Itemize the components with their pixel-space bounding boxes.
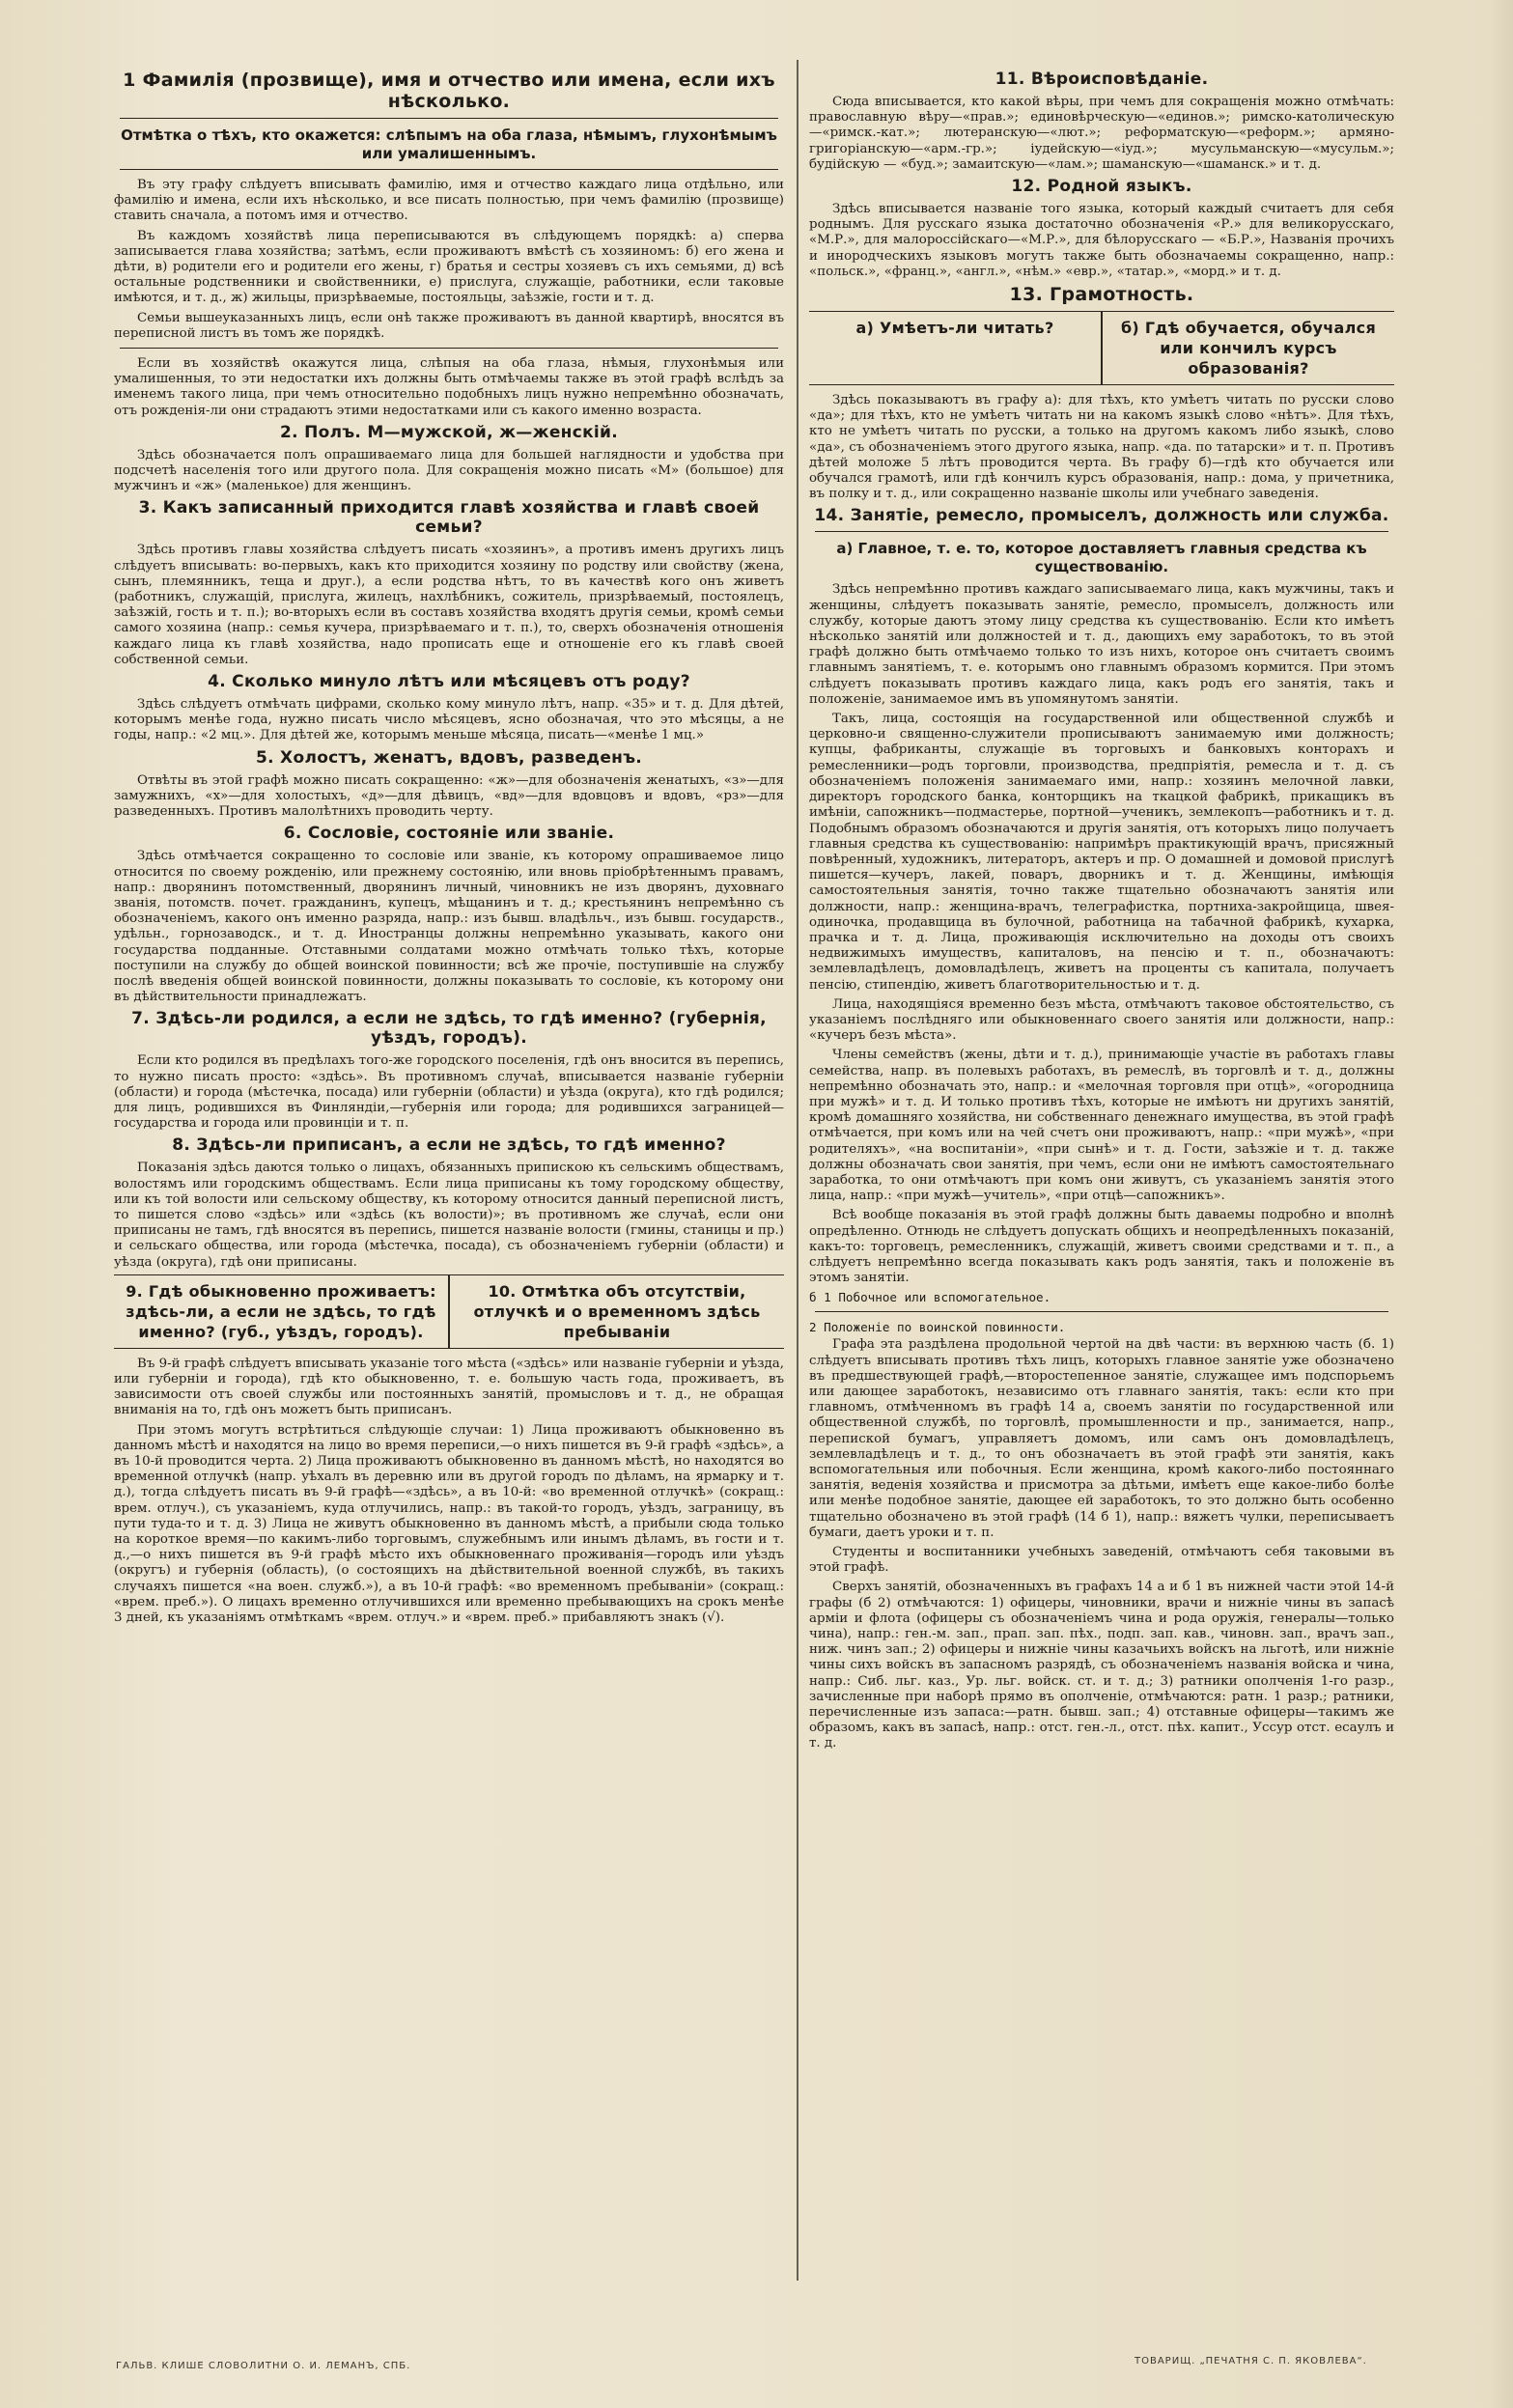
divider — [815, 1311, 1388, 1312]
section-1-paragraph: Въ эту графу слѣдуетъ вписывать фамилію, имя и отчество каждаго лица отдѣльно, или фамилію и имена, если ихъ нѣсколько, и все писать полностью, при чемъ фамилію (прозвище) ставить сначала, а потомъ имя и отчество. — [114, 178, 784, 224]
section-10-title: 10. Отмѣтка объ отсутствіи, отлучкѣ и о временномъ здѣсь пребываніи — [473, 1281, 761, 1341]
section-13-title: 13. Грамотность. — [1009, 284, 1194, 306]
divider — [120, 169, 778, 170]
section-14-title: 14. Занятіе, ремесло, промыселъ, должность или служба. — [814, 506, 1389, 526]
section-14-paragraph: Студенты и воспитанники учебныхъ заведеній, отмѣчаютъ себя таковыми въ этой графѣ. — [809, 1545, 1394, 1576]
section-9-title: 9. Гдѣ обыкновенно проживаетъ: здѣсь-ли, а если не здѣсь, то гдѣ именно? (губ., уѣздъ, городъ). — [126, 1281, 436, 1341]
section-14-paragraph: Здѣсь непремѣнно противъ каждаго записываемаго лица, какъ мужчины, такъ и женщины, слѣдуетъ показывать занятіе, ремесло, промыселъ, должность или службу, которые даютъ этому лицу средства къ существованію. Если кто имѣетъ нѣсколько занятій или должностей и т. д., дающихъ ему заработокъ, то въ этой графѣ должно быть отмѣчаемо только то изъ нихъ, которое онъ считаетъ своимъ главнымъ занятіемъ, т. е. которымъ оно главнымъ образомъ кормится. При этомъ слѣдуетъ показывать противъ каждаго лица, какъ родъ его занятія, такъ и положеніе, занимаемое имъ въ упомянутомъ занятіи. — [809, 582, 1394, 707]
section-13b-cell — [1103, 312, 1394, 384]
section-1-paragraph: Семьи вышеуказанныхъ лицъ, если онѣ также проживаютъ въ данной квартирѣ, вносятся въ переписной листъ въ томъ же порядкѣ. — [114, 310, 784, 341]
section-9-paragraph: При этомъ могутъ встрѣтиться слѣдующіе случаи: 1) Лица проживаютъ обыкновенно въ данномъ мѣстѣ и находятся на лицо во время переписи,—о нихъ пишется въ 9-й графѣ «здѣсь», а въ 10-й проводится черта. 2) Лица проживаютъ обыкновенно въ данномъ мѣстѣ, но находятся во временной отлучкѣ (напр. уѣхалъ въ деревню или въ другой городъ по дѣламъ, на ярмарку и т. д.), тогда слѣдуетъ писать въ 9-й графѣ—«здѣсь», а въ 10-й: «во временной отлучкѣ» (сокращ.: врем. отлуч.), съ указаніемъ, куда отлучились, напр.: въ такой-то городъ, уѣздъ, заграницу, въ пути туда-то и т. д. 3) Лица не живутъ обыкновенно въ данномъ мѣстѣ, а прибыли сюда только на короткое время—по какимъ-либо торговымъ, служебнымъ или инымъ дѣламъ, въ гости и т. д.,—о нихъ пишется въ 9-й графѣ мѣсто ихъ обыкновеннаго проживанія—городъ или уѣздъ (округъ) и губернія (область), (о состоящихъ на дѣйствительной военной службѣ, въ такихъ случаяхъ пишется «на воен. служб.»), а въ 10-й графѣ: «во временномъ пребываніи» (сокращ.: «врем. преб.»). О лицахъ временно отлучившихся или временно пребывающихъ на срокъ менѣе 3 дней, къ указаніямъ отмѣткамъ «врем. отлуч.» и «врем. преб.» прибавляютъ знакъ (√). — [114, 1422, 784, 1626]
section-9-header-cell — [114, 1275, 450, 1348]
right-column — [809, 70, 1394, 2308]
divider — [120, 118, 778, 119]
section-2-paragraph: Здѣсь обозначается полъ опрашиваемаго лица для большей наглядности и удобства при подсчетѣ населенія того или другого пола. Для сокращенія можно писать «М» (большое) для мужчинъ и «ж» (маленькое) для женщинъ. — [114, 447, 784, 494]
section-11-title: 11. Вѣроисповѣданіе. — [995, 70, 1209, 89]
section-5-title: 5. Холостъ, женатъ, вдовъ, разведенъ. — [255, 747, 643, 768]
section-1-title: 1 Фамилія (прозвище), имя и отчество или имена, если ихъ нѣсколько. — [123, 70, 775, 112]
section-3-paragraph: Здѣсь противъ главы хозяйства слѣдуетъ писать «хозяинъ», а противъ именъ другихъ лицъ слѣдуетъ вписывать: во-первыхъ, какъ кто приходится хозяину по родству или свойству (жена, сынъ, племянникъ, теща и друг.), а если родства нѣтъ, то въ качествѣ кого онъ живетъ (работникъ, служащій, прислуга, жилецъ, нахлѣбникъ, сожитель, призрѣваемый, постоялецъ, заѣзжій, гость и т. п.); во-вторыхъ если въ составъ хозяйства входятъ другія семьи, кромѣ семьи самого хозяина (напр.: семья кучера, призрѣваемаго и т. п.), то, сверхъ обозначенія отношенія каждаго лица къ главѣ хозяйства, надо прописать еще и отношеніе его къ главѣ своей собственной семьи. — [114, 543, 784, 667]
left-column — [114, 70, 784, 2308]
paper-edge-shade — [1488, 0, 1513, 2408]
section-13a-title: а) Умѣетъ-ли читать? — [855, 319, 1054, 338]
section-12-paragraph: Здѣсь вписывается названіе того языка, который каждый считаетъ для себя роднымъ. Для русскаго языка достаточно обозначенія «Р.» для великорусскаго, «М.Р.», для малороссійскаго—«М.Р.», для бѣлорусскаго — «Б.Р.», Названія прочихъ и инородческихъ языковъ могутъ также быть обозначаемы сокращенно, напр.: «польск.», «франц.», «англ.», «нѣм.» «евр.», «татар.», «морд.» и т. д. — [809, 202, 1394, 279]
section-6-paragraph: Здѣсь отмѣчается сокращенно то сословіе или званіе, къ которому опрашиваемое лицо относится по своему рожденію, или прежнему состоянію, или вновь пріобрѣтеннымъ правамъ, напр.: дворянинъ потомственный, дворянинъ личный, чиновникъ не изъ дворянъ, духовнаго званія, потомств. почет. гражданинъ, купецъ, мѣщанинъ и т. д.; крестьянинъ непремѣнно съ обозначеніемъ, какого онъ именно разряда, напр.: изъ бывш. владѣльч., изъ бывш. государств., удѣльн., горнозаводск., и т. д. Иностранцы должны непремѣнно указывать, какого они государства подданные. Отставными солдатами можно отмѣчать только тѣхъ, которые поступили на службу до общей воинской повинности; всѣ же прочіе, поступившіе на службу послѣ введенія общей воинской повинности, должны показывать то сословіе, къ которому они въ дѣйствительности принадлежатъ. — [114, 849, 784, 1005]
section-8-paragraph: Показанія здѣсь даются только о лицахъ, обязанныхъ припискою къ сельскимъ обществамъ, волостямъ или городскимъ обществамъ. Если лица приписаны къ тому городскому обществу, или къ той волости или сельскому обществу, къ которому относится данный переписной листъ, то пишется слово «здѣсь» или «здѣсь (къ волости)»; въ противномъ же случаѣ, если они приписаны не тамъ, гдѣ вносятся въ перепись, пишется названіе волости (гмины, станицы и пр.) и сельскаго общества, или города (мѣстечка, посада), съ обозначеніемъ губерніи (области) и уѣзда (округа), гдѣ они приписаны. — [114, 1161, 784, 1270]
section-6-title: 6. Сословіе, состояніе или званіе. — [283, 824, 615, 844]
section-1-subtitle: Отмѣтка о тѣхъ, кто окажется: слѣпымъ на оба глаза, нѣмымъ, глухонѣмымъ или умалишеннымъ. — [121, 126, 777, 162]
column-divider — [797, 60, 799, 2281]
section-14b1-title: б 1 Побочное или вспомогательное. — [809, 1290, 1051, 1305]
section-1-paragraph: Въ каждомъ хозяйствѣ лица переписываются въ слѣдующемъ порядкѣ: а) сперва записывается глава хозяйства; затѣмъ, если проживаютъ вмѣстѣ съ хозяиномъ: б) его жена и дѣти, в) родители его и родители его жены, г) братья и сестры хозяевъ съ ихъ семьями, д) всѣ остальные родственники и свойственники, е) прислуга, служащіе, работники, если таковые имѣются, и т. д., ж) жильцы, призрѣваемые, постояльцы, заѣзжіе, гости и т. д. — [114, 228, 784, 306]
section-7-title: 7. Здѣсь-ли родился, а если не здѣсь, то гдѣ именно? (губернія, уѣздъ, городъ). — [131, 1009, 767, 1049]
section-1-paragraph: Если въ хозяйствѣ окажутся лица, слѣпыя на оба глаза, нѣмыя, глухонѣмыя или умалишенныя, то эти недостатки ихъ должны быть отмѣчаемы также въ этой графѣ вслѣдъ за именемъ такого лица, при чемъ относительно подобныхъ лицъ нужно непремѣнно обозначать, отъ рожденія-ли они страдаютъ этими недостатками или съ какого именно возраста. — [114, 356, 784, 418]
section-2-title: 2. Полъ. М—мужской, ж—женскій. — [279, 422, 619, 442]
sections-9-10-header — [114, 1274, 784, 1349]
section-14b2-title: 2 Положеніе по воинской повинности. — [809, 1320, 1066, 1335]
section-10-header-cell — [450, 1275, 784, 1348]
section-9-paragraph: Въ 9-й графѣ слѣдуетъ вписывать указаніе того мѣста («здѣсь» или названіе губерніи и уѣзда, или губерніи и города), гдѣ кто обыкновенно, т. е. большую часть года, проживаетъ, въ зависимости отъ своей службы или постоянныхъ занятій, промысловъ и т. д., не обращая вниманія на то, гдѣ онъ можетъ быть приписанъ. — [114, 1356, 784, 1418]
section-4-title: 4. Сколько минуло лѣтъ или мѣсяцевъ отъ роду? — [208, 672, 690, 692]
section-5-paragraph: Отвѣты въ этой графѣ можно писать сокращенно: «ж»—для обозначенія женатыхъ, «з»—для замужнихъ, «х»—для холостыхъ, «д»—для дѣвицъ, «вд»—для вдовцовъ и вдовъ, «рз»—для разведенныхъ. Противъ малолѣтнихъ проводить черту. — [114, 772, 784, 820]
printer-credit-left: ГАЛЬВ. КЛИШЕ СЛОВОЛИТНИ О. И. ЛЕМАНЪ, СПБ. — [116, 2361, 411, 2371]
section-11-paragraph: Сюда вписывается, кто какой вѣры, при чемъ для сокращенія можно отмѣчать: православную вѣру—«прав.»; единовѣрческую—«единов.»; римско-католическую—«римск.-кат.»; лютеранскую—«лют.»; реформатскую—«реформ.»; армяно-григоріанскую—«арм.-гр.»; іудейскую—«іуд.»; мусульманскую—«мусульм.»; будійскую — «буд.»; замаитскую—«лам.»; шаманскую—«шаманск.» и т. д. — [809, 95, 1394, 172]
divider — [815, 531, 1388, 532]
section-13-subheader — [809, 311, 1394, 385]
section-13a-cell — [809, 312, 1103, 384]
section-7-paragraph: Если кто родился въ предѣлахъ того-же городского поселенія, гдѣ онъ вносится въ перепись, то нужно писать просто: «здѣсь». Въ противномъ случаѣ, вписывается названіе губерніи (области) и города (мѣстечка, посада) или губерніи (области) и уѣзда (округа), кто гдѣ родился; для лицъ, родившихся въ Финляндіи,—губернія или города; для родившихся заграницей—государства и города или провинціи и т. п. — [114, 1053, 784, 1132]
section-14-paragraph: Такъ, лица, состоящія на государственной или общественной службѣ и церковно-и священно-служители прописываютъ занимаемую ими должность; купцы, фабриканты, служащіе въ торговыхъ и банковыхъ конторахъ и ремесленники—родъ торговли, производства, предпріятія, ремесла и т. д. съ обозначеніемъ положенія занимаемаго ими, напр.: хозяинъ мелочной лавки, директоръ городского банка, конторщикъ на ткацкой фабрикѣ, прикащикъ въ имѣніи, сапожникъ—подмастерье, портной—ученикъ, землекопъ—работникъ и т. д. Подобнымъ образомъ обозначаются и другія занятія, отъ которыхъ лицо получаетъ главныя средства къ существованію: напримѣръ практикующій врачъ, присяжный повѣренный, художникъ, литераторъ, актеръ и пр. О домашней и домовой прислугѣ пишется—кучеръ, лакей, поваръ, дворникъ и т. д. Женщины, имѣющія самостоятельныя занятія, точно также тщательно обозначаютъ занятія или должности, напр.: женщина-врачъ, телеграфистка, портниха-закройщица, швея-одиночка, продавщица въ булочной, работница на табачной фабрикѣ, кухарка, прачка и т. д. Лица, проживающія исключительно на доходы отъ своихъ недвижимыхъ имуществъ, капиталовъ, на пенсію и т. п., обозначаютъ: землевладѣлецъ, домовладѣлецъ, живетъ на проценты съ капитала, получаетъ пенсію, стипендію, живетъ благотворительностью и т. д. — [809, 712, 1394, 993]
section-14-paragraph: Всѣ вообще показанія въ этой графѣ должны быть даваемы подробно и вполнѣ опредѣленно. Отнюдь не слѣдуетъ допускать общихъ и неопредѣленныхъ показаній, какъ-то: торговецъ, ремесленникъ, служащій, живетъ своими средствами и т. п., а слѣдуетъ непремѣнно всегда показывать какъ родъ занятія, такъ и положеніе въ этомъ занятіи. — [809, 1208, 1394, 1286]
section-14-paragraph: Лица, находящіяся временно безъ мѣста, отмѣчаютъ таковое обстоятельство, съ указаніемъ послѣдняго или обыкновеннаго своего занятія или должности, напр.: «кучеръ безъ мѣста». — [809, 996, 1394, 1044]
section-14-paragraph: Члены семействъ (жены, дѣти и т. д.), принимающіе участіе въ работахъ главы семейства, напр. въ полевыхъ работахъ, въ ремеслѣ, въ торговлѣ и т. д., должны непремѣнно обозначать это, напр.: и «мелочная торговля при отцѣ», «огородница при мужѣ» и т. д. И только противъ тѣхъ, которые не имѣютъ ни другихъ занятій, кромѣ домашняго хозяйства, ни собственнаго денежнаго имущества, въ этой графѣ отмѣчается, при комъ или на чей счетъ они проживаютъ, напр.: «при мужѣ», «при родителяхъ», «на воспитаніи», «при сынѣ» и т. д. Гости, заѣзжіе и т. д. также должны обозначать свои занятія, при чемъ, если они не имѣютъ самостоятельнаго заработка, то они отмѣчаютъ при комъ они живутъ, съ указаніемъ занятія этого лица, напр.: «при мужѣ—учитель», «при отцѣ—сапожникъ». — [809, 1048, 1394, 1204]
section-14-paragraph: Сверхъ занятій, обозначенныхъ въ графахъ 14 а и б 1 въ нижней части этой 14-й графы (б 2) отмѣчаются: 1) офицеры, чиновники, врачи и нижніе чины въ запасѣ арміи и флота (офицеры съ обозначеніемъ чина и рода оружія, генералы—только чина), напр.: ген.-м. зап., прап. зап. пѣх., подп. зап. кав., чиновн. зап., врачъ зап., ниж. чинъ зап.; 2) офицеры и нижніе чины казачьихъ войскъ на льготѣ, или нижніе чины сихъ войскъ въ запасномъ разрядѣ, съ обозначеніемъ названія войска и чина, напр.: Сиб. льг. каз., Ур. льг. войск. ст. и т. д.; 3) ратники ополченія 1-го разр., зачисленные при наборѣ прямо въ ополченіе, отмѣчаются: ратн. 1 разр.; ратники, перечисленные изъ запаса:—ратн. бывш. зап.; 4) отставные офицеры—такимъ же образомъ, какъ въ запасѣ, напр.: отст. ген.-л., отст. пѣх. капит., Уссур отст. есаулъ и т. д. — [809, 1580, 1394, 1751]
section-8-title: 8. Здѣсь-ли приписанъ, а если не здѣсь, то гдѣ именно? — [172, 1135, 726, 1156]
section-4-paragraph: Здѣсь слѣдуетъ отмѣчать цифрами, сколько кому минуло лѣтъ, напр. «35» и т. д. Для дѣтей, которымъ менѣе года, нужно писать число мѣсяцевъ, ясно обозначая, что это мѣсяцы, а не годы, напр.: «2 мц.». Для дѣтей же, которымъ меньше мѣсяца, писать—«менѣе 1 мц.» — [114, 697, 784, 743]
section-14-paragraph: Графа эта раздѣлена продольной чертой на двѣ части: въ верхнюю часть (б. 1) слѣдуетъ вписывать противъ тѣхъ лицъ, которыхъ главное занятіе уже обозначено въ предшествующей графѣ,—второстепенное занятіе, служащее имъ подспорьемъ или дающее заработокъ, независимо отъ главнаго занятія, такъ: если кто при главномъ, отмѣченномъ въ графѣ 14 а, своемъ занятіи по государственной или общественной службѣ, по торговлѣ, промышленности и пр., занимается, напр., перепиской бумагъ, управляетъ домомъ, или самъ онъ домовладѣлецъ, землевладѣлецъ и т. д., то онъ обозначаетъ въ этой графѣ эти занятія, какъ вспомогательныя или побочныя. Если женщина, кромѣ какого-либо постояннаго занятія, веденія хозяйства и присмотра за дѣтьми, имѣетъ еще какое-либо болѣе или менѣе подобное занятіе, дающее ей заработокъ, то это должно быть особенно тщательно обозначено въ этой графѣ (14 б 1), напр.: вяжетъ чулки, переписываетъ бумаги, даетъ уроки и т. п. — [809, 1337, 1394, 1540]
section-12-title: 12. Родной языкъ. — [1011, 177, 1192, 197]
section-13b-title: б) Гдѣ обучается, обучался или кончилъ курсъ образованія? — [1120, 319, 1377, 378]
section-3-title: 3. Какъ записанный приходится главѣ хозяйства и главѣ своей семьи? — [138, 498, 760, 538]
printer-credit-right: ТОВАРИЩ. „ПЕЧАТНЯ С. П. ЯКОВЛЕВА“. — [1135, 2356, 1367, 2366]
section-13-paragraph: Здѣсь показываютъ въ графу а): для тѣхъ, кто умѣетъ читать по русски слово «да»; для тѣхъ, кто не умѣетъ читать ни на какомъ языкѣ слово «нѣтъ». Для тѣхъ, кто не умѣетъ читать по русски, а только на другомъ какомъ либо языкѣ, слово «да», съ обозначеніемъ этого другого языка, напр. «да. по татарски» и т. п. Противъ дѣтей моложе 5 лѣтъ проводится черта. Въ графу б)—гдѣ кто обучается или обучался грамотѣ, или гдѣ кончилъ курсъ образованія, напр.: дома, у причетника, въ полку и т. д., или сокращенно названіе школы или учебнаго заведенія. — [809, 393, 1394, 502]
divider — [120, 348, 778, 349]
section-14a-title: а) Главное, т. е. то, которое доставляетъ главныя средства къ существованію. — [836, 540, 1367, 576]
